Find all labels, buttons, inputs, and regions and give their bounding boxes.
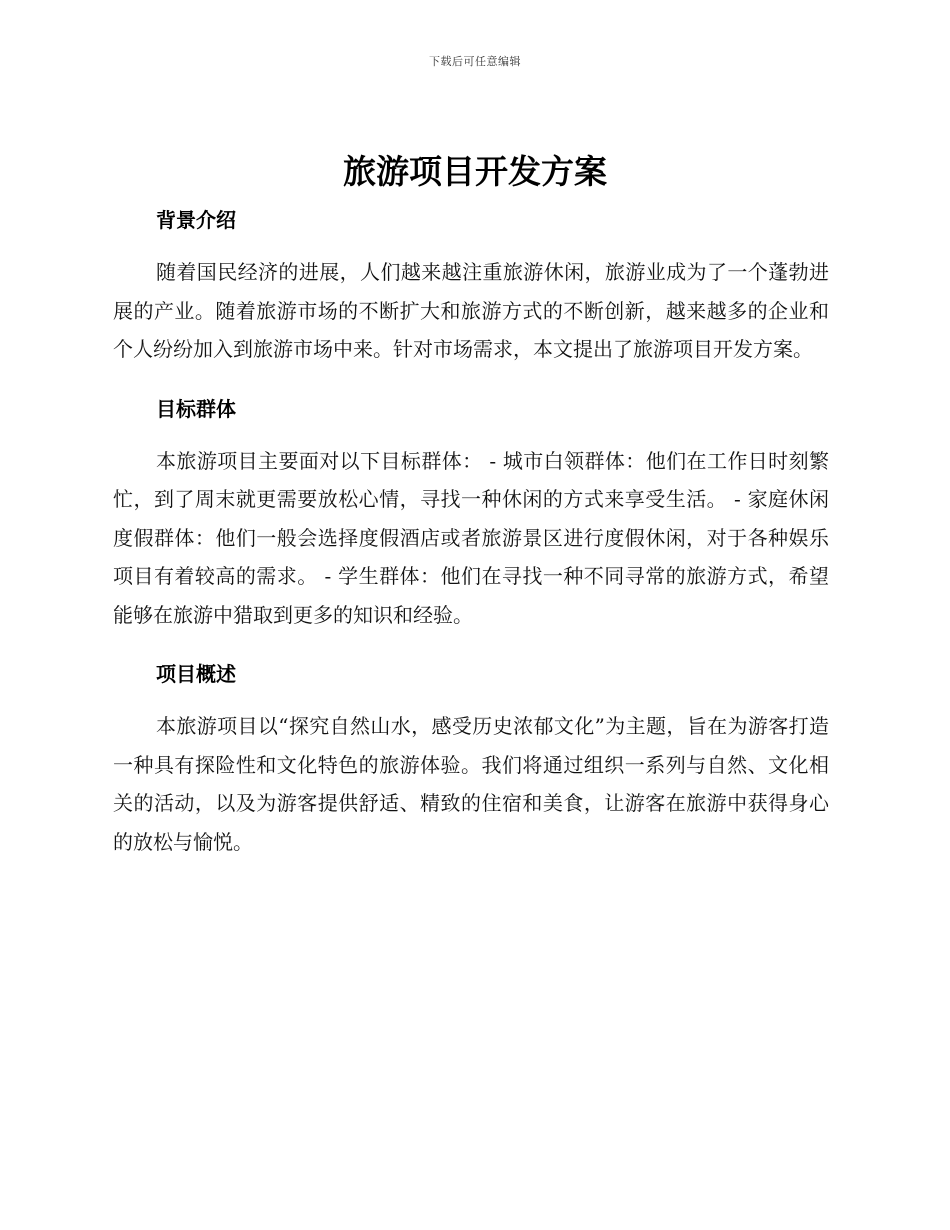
section-background	[113, 200, 829, 369]
section-target-groups	[113, 389, 829, 635]
section-paragraph: 随着国民经济的进展，人们越来越注重旅游休闲，旅游业成为了一个蓬勃进展的产业。随着旅游市场的不断扩大和旅游方式的不断创新，越来越多的企业和个人纷纷加入到旅游市场中来。针对市场需求，本文提出了旅游项目开发方案。	[113, 260, 829, 361]
section-heading: 项目概述	[156, 662, 236, 686]
document-title: 旅游项目开发方案	[343, 152, 607, 191]
section-paragraph: 本旅游项目主要面对以下目标群体： - 城市白领群体：他们在工作日时刻繁忙，到了周末就更需要放松心情，寻找一种休闲的方式来享受生活。 - 家庭休闲度假群体：他们一般会选择度假酒店或者旅游景区进行度假休闲，对于各种娱乐项目有着较高的需求。 - 学生群体：他们在寻找一种不同寻常的旅游方式，希望能够在旅游中猎取到更多的知识和经验。	[113, 448, 829, 627]
document-body	[113, 200, 829, 861]
page-header-note: 下载后可任意编辑	[429, 55, 521, 68]
section-heading: 背景介绍	[156, 208, 236, 232]
section-paragraph: 本旅游项目以“探究自然山水，感受历史浓郁文化”为主题，旨在为游客打造一种具有探险性和文化特色的旅游体验。我们将通过组织一系列与自然、文化相关的活动，以及为游客提供舒适、精致的住宿和美食，让游客在旅游中获得身心的放松与愉悦。	[113, 714, 829, 854]
section-heading: 目标群体	[156, 396, 236, 421]
section-project-overview	[113, 654, 829, 861]
